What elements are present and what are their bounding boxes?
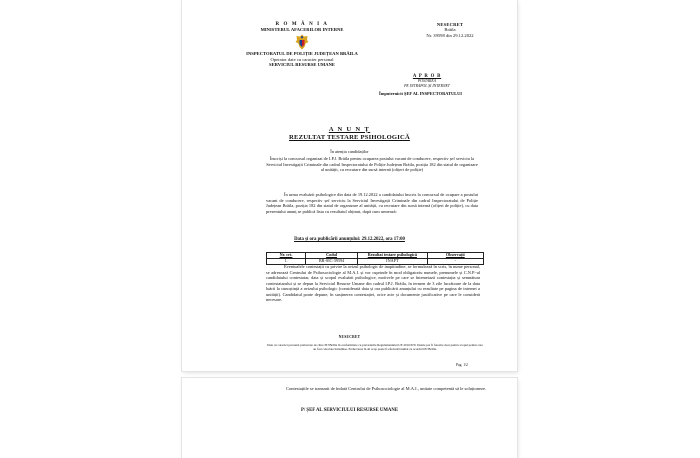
paragraph-candidates: Înscriși la concursul organizat de I.P.J. Brăila pentru ocuparea postului vacant de conducere, respectiv șef serviciu la Serviciul Investigații Criminale din cadrul Inspectoratului de Poliție Județean Brăila, poziția 182 din statul de organizare al unității, cu recrutare din sursă internă (ofițeri de poliție) — [266, 156, 478, 172]
registration-number: Nr. 39598 din 29.12.2022 — [426, 32, 474, 38]
attention-line: În atenția candidaților — [330, 149, 369, 154]
paragraph-appeal-transmission: Contestațiile se transmit de îndată Centrului de Psihosociologie al M.A.I., unitate competentă să le soluționeze. — [286, 386, 487, 391]
page-number: Pag. 1/2 — [456, 363, 468, 367]
ministry-name: MINISTERUL AFACERILOR INTERNE — [260, 27, 344, 33]
page2-signer: P/ ȘEF AL SERVICIULUI RESURSE UMANE — [300, 408, 399, 413]
announcement-subtitle: REZULTAT TESTARE PSIHOLOGICĂ — [289, 134, 410, 141]
header-institution — [232, 22, 372, 67]
document-page-1 — [182, 0, 517, 371]
footer-data-notice: Date cu caracter personal prelucrate de către IPJ Brăila în conformitate cu prevederile Regulamentului UE 2016/679. Datele pot fi folosite doar pentru scopul pentru care au fost colectate/transmise. Prelucrarea în alt scop poate fi efectuată numai cu acordul IPJ Brăila. — [267, 343, 483, 351]
paragraph-evaluation: În urma evaluării psihologice din data de 19.12.2022 a candidatului înscris la concursul de ocupare a postului vacant de conducere, respectiv șef serviciu la Serviciul Investigații Criminale din cadrul Inspectoratului de Poliție Județean Brăila, poziția 182 din statul de organizare al unității, cu recrutare din sursă internă (ofițeri de poliție), cu data prezentului anunț se publică lista cu rezultatul obținut, după cum urmează: — [266, 192, 478, 214]
header-registration — [420, 22, 480, 38]
classification-label: NESECRET — [436, 22, 464, 27]
cell-observations: - — [427, 258, 483, 264]
operator-note: Operator date cu caracter personal — [270, 56, 334, 62]
col-header-result: Rezultat testare psihologică — [358, 253, 427, 259]
country-name: R O M Â N I A — [275, 22, 329, 27]
col-header-nr: Nr. crt. — [267, 253, 306, 259]
approval-block — [378, 74, 476, 96]
approval-posting-1: POSTAREA — [417, 79, 437, 84]
approval-title: A P R O B — [412, 74, 442, 79]
approval-signer: Împuternicit ȘEF AL INSPECTORATULUI — [379, 90, 462, 96]
paragraph-appeals: Eventualele contestații cu privire la avizul psihologic de inaptitudine, se formulează în scris, în nume personal, se adresează Centrului de Psihosociologie al M.A.I. și vor cuprinde în mod obligatoriu numele, prenumele și C.N.P.-ul candidatului contestatar, data și scopul evaluării psihologice, motivele pe care se întemeiază contestația și semnătura contestatarului și se depun la Serviciul Resurse Umane din cadrul I.P.J. Brăila, în termen de 3 zile lucrătoare de la data luării la cunoștință a avizului psihologic (considerată data și ora publicării anunțului cu rezultate pe pagina de internet a unității). Candidatul poate depune, în susținerea contestației, orice acte și documente justificative pe care le consideră necesare. — [266, 264, 480, 302]
service-name: SERVICIUL RESURSE UMANE — [269, 61, 335, 67]
footer-classification: NESECRET — [338, 335, 361, 339]
publication-datetime: Data și ora publicării anunțului: 29.12.2022, ora 17:00 — [294, 237, 405, 242]
col-header-observations: Observații — [427, 253, 483, 259]
coat-of-arms-icon — [295, 34, 309, 50]
inspectorate-name: INSPECTORATUL DE POLIȚIE JUDEȚEAN BRĂILA — [246, 51, 358, 57]
cell-code: BR-SIC-39594 — [306, 258, 358, 264]
results-table — [266, 252, 484, 265]
col-header-code: Codul — [306, 253, 358, 259]
approval-posting-2: PE INTRAPOL ȘI INTERNET — [404, 84, 450, 89]
cell-result: INAPT — [358, 258, 427, 264]
document-page-2 — [182, 378, 517, 458]
cell-nr: 1. — [267, 258, 306, 264]
announcement-title: A N U N Ț — [328, 126, 371, 133]
city-label: Brăila — [444, 27, 456, 33]
